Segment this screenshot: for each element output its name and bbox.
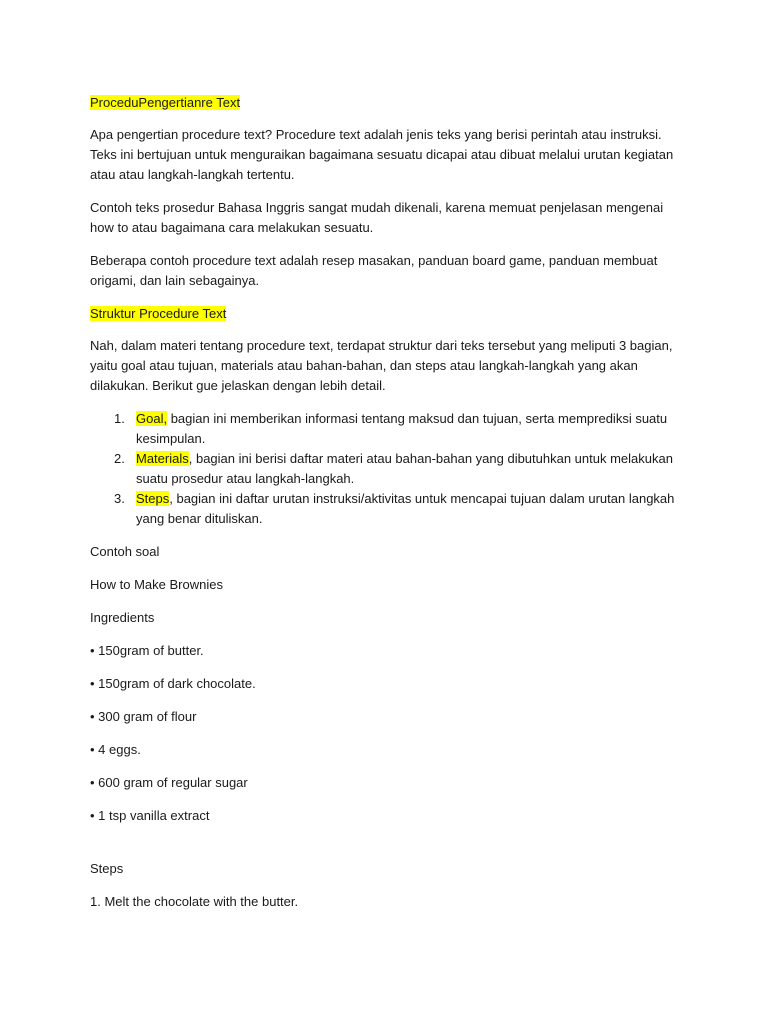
structure-item-materials — [90, 449, 690, 489]
ingredient-item: • 150gram of dark chocolate. — [90, 676, 256, 691]
example-label: Contoh soal — [90, 544, 160, 559]
ingredients-label: Ingredients — [90, 610, 155, 625]
spacer — [90, 839, 690, 859]
heading-struktur — [90, 304, 690, 324]
ingredient-item: • 150gram of butter. — [90, 643, 204, 658]
ingredient-item: • 300 gram of flour — [90, 709, 197, 724]
structure-list — [90, 409, 690, 529]
paragraph-example-english: Contoh teks prosedur Bahasa Inggris sangat mudah dikenali, karena memuat penjelasan mengenai how to atau bagaimana cara melakukan sesuatu. — [90, 200, 664, 235]
paragraph-examples: Beberapa contoh procedure text adalah resep masakan, panduan board game, panduan membuat origami, dan lain sebagainya. — [90, 253, 658, 288]
steps-label: Steps — [90, 861, 124, 876]
structure-item-number: 3. — [114, 491, 125, 506]
structure-item-desc: , bagian ini berisi daftar materi atau bahan-bahan yang dibutuhkan untuk melakukan suatu prosedur atau langkah-langkah. — [136, 451, 673, 486]
paragraph-structure-intro: Nah, dalam materi tentang procedure text, terdapat struktur dari teks tersebut yang meliputi 3 bagian, yaitu goal atau tujuan, materials atau bahan-bahan, dan steps atau langkah-langkah yang akan dilakukan. Berikut gue jelaskan dengan lebih detail. — [90, 338, 673, 393]
paragraph-definition: Apa pengertian procedure text? Procedure text adalah jenis teks yang berisi perintah atau instruksi. Teks ini bertujuan untuk menguraikan bagaimana sesuatu dicapai atau dibuat melalui urutan kegiatan atau atau langkah-langkah tertentu. — [90, 127, 674, 182]
recipe-title: How to Make Brownies — [90, 577, 223, 592]
step-item: 1. Melt the chocolate with the butter. — [90, 894, 299, 909]
structure-item-term: Materials — [136, 451, 189, 466]
structure-item-desc: , bagian ini daftar urutan instruksi/aktivitas untuk mencapai tujuan dalam urutan langkah yang benar dituliskan. — [136, 491, 675, 526]
document-page — [90, 93, 690, 925]
structure-item-steps — [90, 489, 690, 529]
heading-struktur-text: Struktur Procedure Text — [90, 306, 227, 321]
structure-item-goal — [90, 409, 690, 449]
ingredient-item: • 4 eggs. — [90, 742, 141, 757]
heading-pengertian-text: ProceduPengertianre Text — [90, 95, 241, 110]
structure-item-term: Steps — [136, 491, 170, 506]
ingredient-item: • 1 tsp vanilla extract — [90, 808, 210, 823]
heading-pengertian — [90, 93, 690, 113]
structure-item-number: 1. — [114, 411, 125, 426]
structure-item-desc: bagian ini memberikan informasi tentang maksud dan tujuan, serta memprediksi suatu kesimpulan. — [136, 411, 668, 446]
structure-item-number: 2. — [114, 451, 125, 466]
structure-item-term: Goal, — [136, 411, 168, 426]
ingredient-item: • 600 gram of regular sugar — [90, 775, 248, 790]
